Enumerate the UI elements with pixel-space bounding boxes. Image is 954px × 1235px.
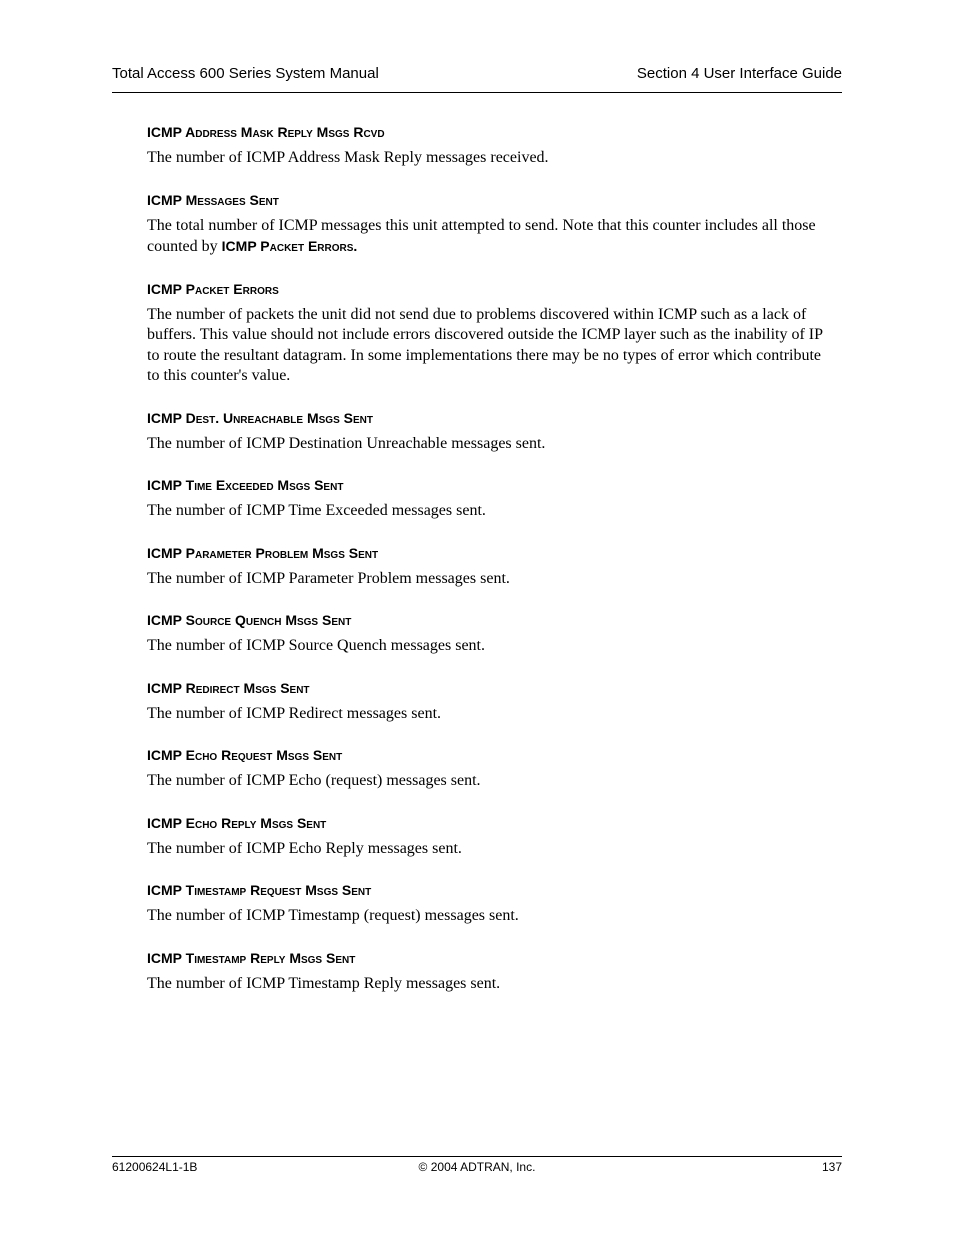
section-timestamp-request	[147, 880, 837, 927]
section-heading: ICMP Source Quench Msgs Sent	[147, 612, 352, 628]
header-section-title: Section 4 User Interface Guide	[636, 65, 842, 82]
section-body: The number of ICMP Destination Unreachable messages sent.	[147, 434, 546, 452]
copyright: © 2004 ADTRAN, Inc.	[418, 1160, 536, 1174]
section-heading: ICMP Time Exceeded Msgs Sent	[147, 477, 344, 493]
section-dest-unreachable	[147, 408, 837, 455]
cross-reference: ICMP Packet Errors.	[221, 238, 358, 254]
section-heading: ICMP Parameter Problem Msgs Sent	[147, 544, 379, 561]
document-number: 61200624L1-1B	[112, 1160, 198, 1174]
section-heading: ICMP Messages Sent	[147, 191, 279, 208]
section-address-mask-reply	[147, 122, 837, 169]
section-echo-request	[147, 745, 837, 792]
section-body: The number of ICMP Time Exceeded messages sent.	[147, 502, 486, 519]
section-parameter-problem	[147, 543, 837, 590]
page-number: 137	[821, 1160, 842, 1174]
section-messages-sent	[147, 190, 837, 258]
section-heading: ICMP Address Mask Reply Msgs Rcvd	[147, 124, 385, 140]
section-body: The number of ICMP Redirect messages sent.	[147, 704, 442, 722]
section-heading: ICMP Dest. Unreachable Msgs Sent	[147, 409, 373, 426]
section-heading: ICMP Timestamp Request Msgs Sent	[147, 882, 372, 898]
section-time-exceeded	[147, 475, 837, 522]
section-timestamp-reply	[147, 948, 837, 995]
header-divider	[112, 92, 842, 93]
section-redirect	[147, 678, 837, 725]
section-body	[147, 216, 837, 258]
section-body: The number of packets the unit did not send due to problems discovered within ICMP such as a lack of buffers. This value should not include errors discovered outside the ICMP layer such as the inability of IP to route the resultant datagram. In some implementations there may be no types of error which contribute to this counter's value.	[147, 305, 823, 384]
section-body: The number of ICMP Timestamp Reply messages sent.	[147, 974, 501, 992]
section-body: The number of ICMP Echo Reply messages sent.	[147, 839, 462, 857]
section-heading: ICMP Timestamp Reply Msgs Sent	[147, 949, 356, 966]
section-echo-reply	[147, 813, 837, 860]
header-manual-title: Total Access 600 Series System Manual	[112, 65, 379, 82]
section-packet-errors	[147, 279, 837, 387]
section-heading: ICMP Echo Reply Msgs Sent	[147, 814, 327, 831]
section-body: The number of ICMP Address Mask Reply messages received.	[147, 149, 549, 166]
page-content	[147, 122, 837, 1015]
footer-divider	[112, 1156, 842, 1157]
section-heading: ICMP Redirect Msgs Sent	[147, 679, 310, 696]
page-header	[112, 64, 842, 84]
section-heading: ICMP Echo Request Msgs Sent	[147, 747, 343, 763]
section-body-text: The total number of ICMP messages this unit attempted to send. Note that this counter includes all those counted by	[147, 216, 816, 255]
section-body: The number of ICMP Parameter Problem messages sent.	[147, 569, 510, 587]
section-body: The number of ICMP Timestamp (request) messages sent.	[147, 907, 519, 924]
section-body: The number of ICMP Source Quench messages sent.	[147, 637, 485, 654]
section-source-quench	[147, 610, 837, 657]
section-heading: ICMP Packet Errors	[147, 280, 279, 297]
section-body: The number of ICMP Echo (request) messages sent.	[147, 772, 481, 789]
